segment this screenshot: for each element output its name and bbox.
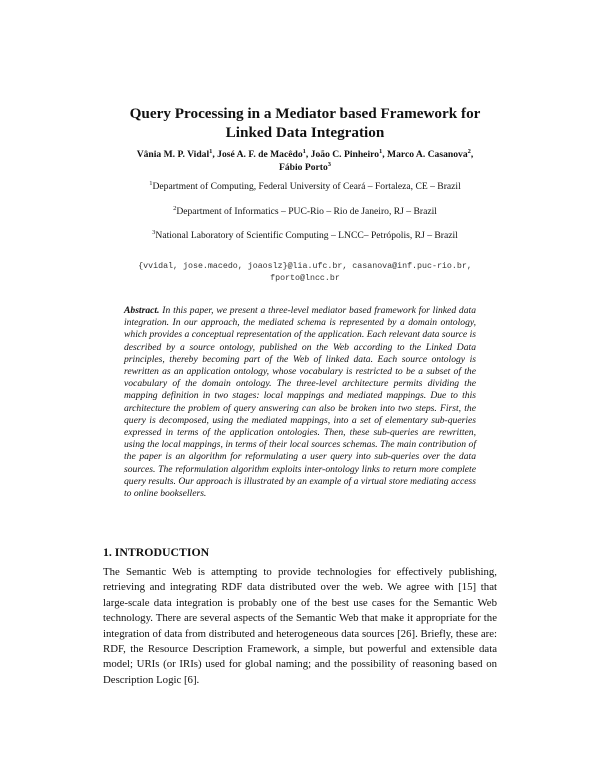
author-affiliation-mark: 1 (209, 147, 213, 155)
title-line-2: Linked Data Integration (225, 124, 385, 141)
affiliation-text: Department of Informatics – PUC-Rio – Rio de Janeiro, RJ – Brazil (176, 206, 437, 217)
author-name: Fábio Porto (278, 162, 328, 173)
affiliation-2 (80, 206, 530, 218)
affiliation-number: 3 (152, 228, 156, 236)
title-line-1: Query Processing in a Mediator based Framework for (129, 105, 481, 122)
author-name: Vânia M. P. Vidal (136, 149, 210, 160)
author-name: João C. Pinheiro (310, 149, 379, 160)
affiliation-text: Department of Computing, Federal University of Ceará – Fortaleza, CE – Brazil (152, 181, 461, 192)
author-emails (100, 261, 510, 285)
affiliation-number: 2 (173, 204, 177, 212)
email-line-1: {vvidal, jose.macedo, joaoslz}@lia.ufc.br, casanova@inf.puc-rio.br, (138, 262, 472, 271)
author-affiliation-mark: 3 (327, 160, 331, 168)
author-name: José A. F. de Macêdo (217, 149, 303, 160)
abstract-text: In this paper, we present a three-level mediator based framework for linked data integration. In our approach, the mediated schema is represented by a domain ontology, which provides a conceptual representation of the application. Each relevant data source is described by a source ontology, published on the Web according to the Linked Data principles, thereby becoming part of the Web of linked data. Each source ontology is rewritten as an application ontology, whose vocabulary is restricted to be a subset of the vocabulary of the domain ontology. The three-level architecture permits dividing the mapping definition in two stages: local mappings and mediated mappings. Due to this architecture the problem of query answering can also be broken into two steps. First, the query is decomposed, using the mediated mappings, into a set of elementary sub-queries expressed in terms of the application ontologies. Then, these sub-queries are rewritten, using the local mappings, in terms of their local sources schemas. The main contribution of the paper is an algorithm for reformulating a user query into sub-queries over the data sources. The reformulation algorithm exploits inter-ontology links to return more complete query results. Our approach is illustrated by an example of a virtual store mediating access to online booksellers. (124, 305, 476, 500)
author-name: Marco A. Casanova (387, 149, 468, 160)
email-line-2: fporto@lncc.br (270, 274, 340, 283)
paper-title (120, 104, 490, 142)
section-heading-introduction: 1. INTRODUCTION (103, 545, 210, 559)
author-affiliation-mark: 2 (467, 147, 471, 155)
abstract-label: Abstract. (124, 305, 160, 316)
author-list: Vânia M. P. Vidal$^1$, José A. F. de Macêdo$^1$, João C. Pinheiro$^1$, Marco A. Casanova$^2$, Fábio Porto$^3$ (136, 147, 474, 173)
affiliation-text: National Laboratory of Scientific Computing – LNCC– Petrópolis, RJ – Brazil (155, 230, 458, 241)
affiliation-1 (80, 181, 530, 193)
author-affiliation-mark: 1 (302, 147, 306, 155)
affiliation-3 (80, 230, 530, 242)
affiliation-number: 1 (149, 179, 153, 187)
introduction-paragraph: The Semantic Web is attempting to provide technologies for effectively publishing, retrieving and integrating RDF data distributed over the web. We agree with [15] that large-scale data integration is probably one of the best use cases for the Semantic Web technology. There are several aspects of the Semantic Web that make it appropriate for the integration of data from distributed and heterogeneous data sources [26]. Briefly, these are: RDF, the Resource Description Framework, a simple, but powerful and extensible data model; URIs (or IRIs) used for global naming; and the possibility of reasoning based on Description Logic [6]. (103, 566, 497, 686)
abstract (124, 305, 476, 500)
author-affiliation-mark: 1 (379, 147, 383, 155)
